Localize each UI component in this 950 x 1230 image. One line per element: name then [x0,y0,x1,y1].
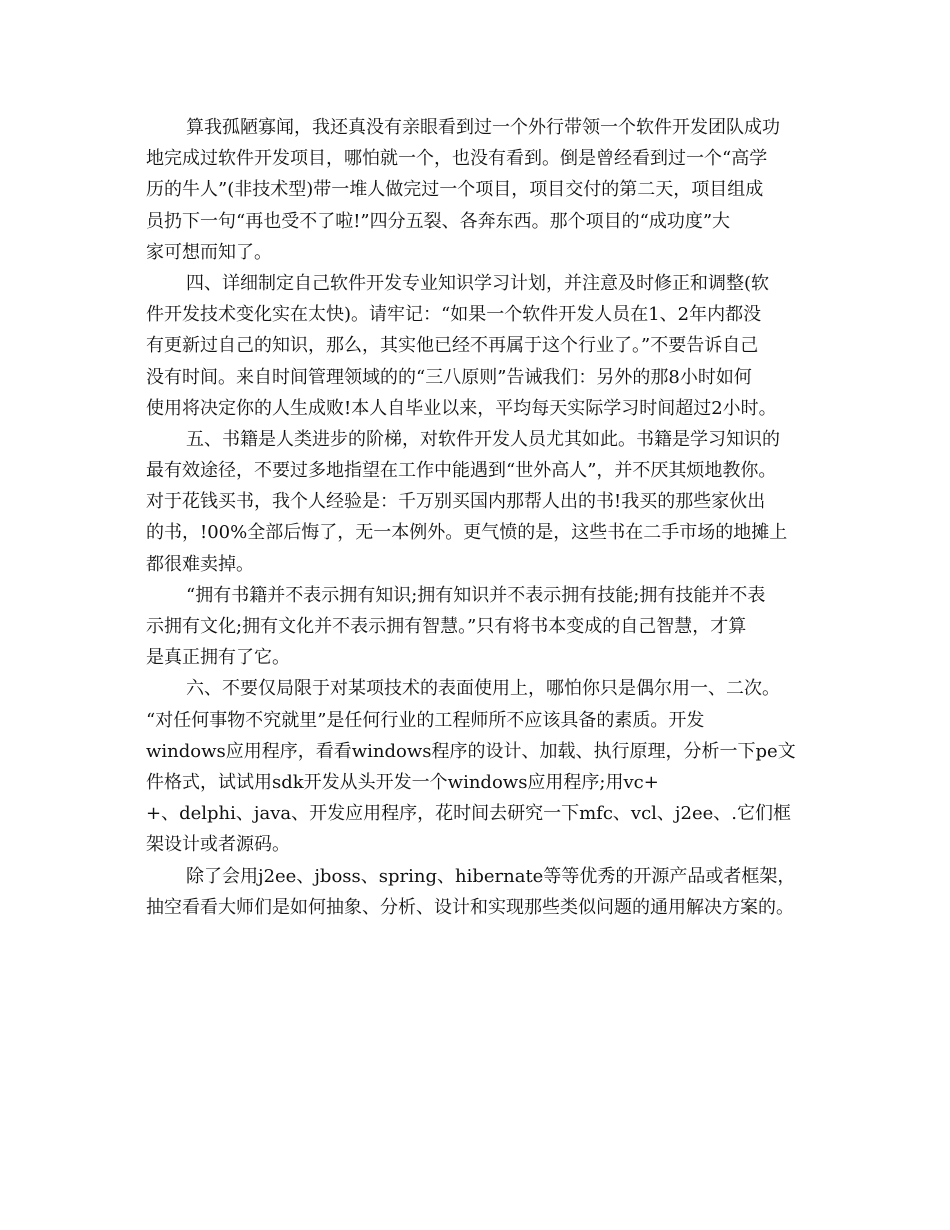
text-line: +、delphi、java、开发应用程序，花时间去研究一下mfc、vcl、j2ee、.它们框 [146,803,791,825]
text-line: 家可想而知了。 [146,241,272,263]
text-line: 地完成过软件开发项目，哪怕就一个，也没有看到。倒是曾经看到过一个“高学 [146,148,768,170]
text-line: 四、详细制定自己软件开发专业知识学习计划，并注意及时修正和调整(软 [186,272,770,294]
text-line: 没有时间。来自时间管理领域的的“三八原则”告诫我们：另外的那8小时如何 [146,366,752,388]
text-line: 都很难卖掉。 [146,553,254,575]
text-line: 是真正拥有了它。 [146,647,290,669]
document-body [146,112,806,923]
text-line: 使用将决定你的人生成败!本人自毕业以来，平均每天实际学习时间超过2小时。 [146,397,777,419]
text-line: “对任何事物不究就里”是任何行业的工程师所不应该具备的素质。开发 [146,709,705,731]
text-line: 历的牛人”(非技术型)带一堆人做完过一个项目，项目交付的第二天，项目组成 [146,179,764,201]
text-line: 算我孤陋寡闻，我还真没有亲眼看到过一个外行带领一个软件开发团队成功 [186,117,780,138]
text-line: 除了会用j2ee、jboss、spring、hibernate等等优秀的开源产品或者框架， [186,865,796,887]
text-line: 示拥有文化;拥有文化并不表示拥有智慧。”只有将书本变成的自己智慧，才算 [146,616,747,637]
text-line: 件格式，试试用sdk开发从头开发一个windows应用程序;用vc+ [146,771,659,793]
text-line: “拥有书籍并不表示拥有知识;拥有知识并不表示拥有技能;拥有技能并不表 [186,584,766,606]
text-line: 对于花钱买书，我个人经验是：千万别买国内那帮人出的书!我买的那些家伙出 [146,491,766,513]
text-line: 六、不要仅局限于对某项技术的表面使用上，哪怕你只是偶尔用一、二次。 [186,678,780,700]
text-line: 架设计或者源码。 [146,834,290,856]
text-line: 的书，!00%全部后悔了，无一本例外。更气愤的是，这些书在二手市场的地摊上 [146,522,788,544]
text-line: 五、书籍是人类进步的阶梯，对软件开发人员尤其如此。书籍是学习知识的 [186,428,780,450]
text-line: 抽空看看大师们是如何抽象、分析、设计和实现那些类似问题的通用解决方案的。 [146,896,794,918]
text-line: 有更新过自己的知识，那么，其实他已经不再属于这个行业了。”不要告诉自己 [146,335,759,357]
text-line: 最有效途径，不要过多地指望在工作中能遇到“世外高人”，并不厌其烦地教你。 [146,460,777,482]
text-line: 员扔下一句“再也受不了啦!”四分五裂、各奔东西。那个项目的“成功度”大 [146,210,731,232]
text-line: 件开发技术变化实在太快)。请牢记：“如果一个软件开发人员在1、2年内都没 [146,304,762,326]
text-line: windows应用程序，看看windows程序的设计、加载、执行原理，分析一下pe文 [146,740,796,762]
